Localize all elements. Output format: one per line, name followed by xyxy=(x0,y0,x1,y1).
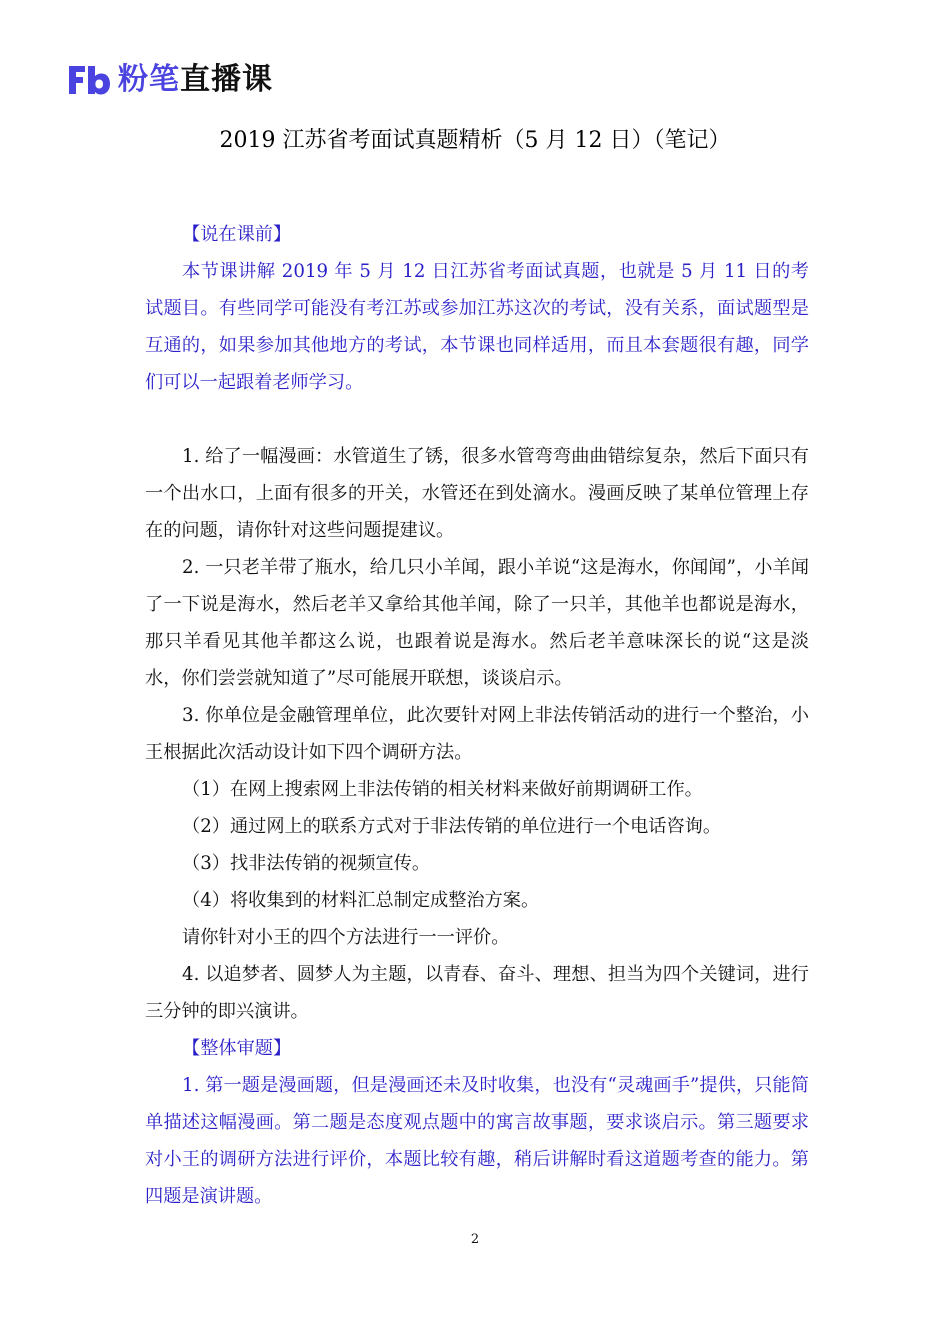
question-2: 2. 一只老羊带了瓶水，给几只小羊闻，跟小羊说“这是海水，你闻闻”，小羊闻了一下说是海水，然后老羊又拿给其他羊闻，除了一只羊，其他羊也都说是海水，那只羊看见其他羊都这么说，也跟着说是海水。然后老羊意味深长的说“这是淡水，你们尝尝就知道了”尽可能展开联想，谈谈启示。 xyxy=(145,557,809,689)
question-3-item-3: （3）找非法传销的视频宣传。 xyxy=(182,853,431,874)
question-1: 1. 给了一幅漫画：水管道生了锈，很多水管弯弯曲曲错综复杂，然后下面只有一个出水口，上面有很多的开关，水管还在到处滴水。漫画反映了某单位管理上存在的问题，请你针对这些问题提建议。 xyxy=(145,446,809,541)
header-logo xyxy=(66,60,273,100)
question-3: 3. 你单位是金融管理单位，此次要针对网上非法传销活动的进行一个整治，小王根据此次活动设计如下四个调研方法。 xyxy=(145,705,809,763)
section-heading-intro: 【说在课前】 xyxy=(182,224,292,245)
question-3-item-1: （1）在网上搜索网上非法传销的相关材料来做好前期调研工作。 xyxy=(182,779,703,800)
intro-paragraph: 本节课讲解 2019 年 5 月 12 日江苏省考面试真题，也就是 5 月 11 日的考试题目。有些同学可能没有考江苏或参加江苏这次的考试，没有关系，面试题型是互通的，如果参加其他地方的考试，本节课也同样适用，而且本套题很有趣，同学们可以一起跟着老师学习。 xyxy=(145,261,809,393)
question-3-ask: 请你针对小王的四个方法进行一一评价。 xyxy=(182,927,510,948)
question-3-item-4: （4）将收集到的材料汇总制定成整治方案。 xyxy=(182,890,540,911)
section-heading-review: 【整体审题】 xyxy=(182,1038,292,1059)
review-paragraph: 1. 第一题是漫画题，但是漫画还未及时收集，也没有“灵魂画手”提供，只能简单描述这幅漫画。第二题是态度观点题中的寓言故事题，要求谈启示。第三题要求对小王的调研方法进行评价，本题比较有趣，稍后讲解时看这道题考查的能力。第四题是演讲题。 xyxy=(145,1075,809,1207)
paragraph-spacer xyxy=(145,401,809,438)
logo-text xyxy=(118,60,273,100)
question-3-item-2: （2）通过网上的联系方式对于非法传销的单位进行一个电话咨询。 xyxy=(182,816,722,837)
fb-logo-icon xyxy=(66,63,112,97)
logo-brand-text: 粉笔 xyxy=(118,62,180,97)
document-title: 2019 江苏省考面试真题精析（5 月 12 日）（笔记） xyxy=(219,128,731,153)
document-body xyxy=(145,216,809,1215)
question-4: 4. 以追梦者、圆梦人为主题，以青春、奋斗、理想、担当为四个关键词，进行三分钟的即兴演讲。 xyxy=(145,964,809,1022)
page-number: 2 xyxy=(470,1232,480,1247)
logo-sub-text: 直播课 xyxy=(180,62,273,97)
